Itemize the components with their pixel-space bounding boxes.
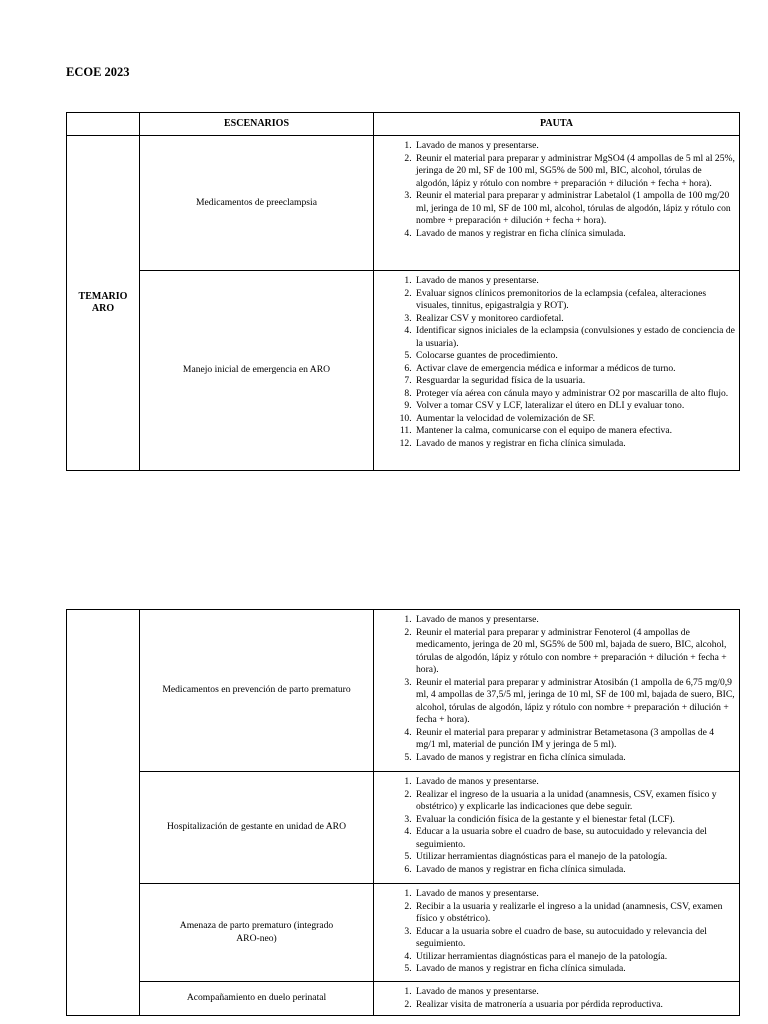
- step-item: 1. Lavado de manos y presentarse.: [414, 776, 735, 789]
- pauta-cell: [374, 884, 740, 982]
- header-pauta: PAUTA: [374, 113, 740, 136]
- step-item: 4. Lavado de manos y registrar en ficha clínica simulada.: [414, 228, 735, 241]
- step-item: 4. Utilizar herramientas diagnósticas para el manejo de la patología.: [414, 951, 735, 964]
- table-row: [67, 772, 740, 884]
- step-item: 5. Lavado de manos y registrar en ficha clínica simulada.: [414, 752, 735, 765]
- table-row: [67, 271, 740, 471]
- step-item: 3. Realizar CSV y monitoreo cardiofetal.: [414, 313, 735, 326]
- step-item: 1. Lavado de manos y presentarse.: [414, 140, 735, 153]
- step-item: 1. Lavado de manos y presentarse.: [414, 986, 735, 999]
- pauta-cell: [374, 610, 740, 772]
- temario-label: TEMARIO ARO: [67, 136, 140, 471]
- step-item: 2. Reunir el material para preparar y administrar Fenoterol (4 ampollas de medicamento, jeringa de 20 ml, SG5% de 500 ml, bajada de suero, BIC, alcohol, tórulas de algodón, lápiz y rótulo con nombre + preparación + dilución + fecha + hora).: [414, 627, 735, 677]
- step-item: 2. Reunir el material para preparar y administrar MgSO4 (4 ampollas de 5 ml al 25%, jeringa de 20 ml, SF de 100 ml, SG5% de 500 ml, BIC, alcohol, tórulas de algodón, lápiz y rótulo con nombre + preparación + dilución + fecha + hora).: [414, 153, 735, 191]
- steps-list: [378, 275, 735, 450]
- step-item: 4. Reunir el material para preparar y administrar Betametasona (3 ampollas de 4 mg/1 ml, material de punción IM y jeringa de 5 ml).: [414, 727, 735, 752]
- step-item: 11. Mantener la calma, comunicarse con el equipo de manera efectiva.: [414, 425, 735, 438]
- scenario-cell: Amenaza de parto prematuro (integrado ARO-neo): [140, 884, 374, 982]
- step-item: 3. Evaluar la condición física de la gestante y el bienestar fetal (LCF).: [414, 814, 735, 827]
- pauta-cell: [374, 136, 740, 271]
- steps-list: [378, 140, 735, 240]
- step-item: 8. Proteger vía aérea con cánula mayo y administrar O2 por mascarilla de alto flujo.: [414, 388, 735, 401]
- step-item: 1. Lavado de manos y presentarse.: [414, 888, 735, 901]
- pauta-cell: [374, 982, 740, 1016]
- table-temario-aro: [66, 112, 740, 471]
- step-item: 4. Identificar signos iniciales de la eclampsia (convulsiones y estado de conciencia de la usuaria).: [414, 325, 735, 350]
- scenario-cell: Medicamentos de preeclampsia: [140, 136, 374, 271]
- step-item: 9. Volver a tomar CSV y LCF, lateralizar el útero en DLI y evaluar tono.: [414, 400, 735, 413]
- scenario-cell: Medicamentos en prevención de parto prematuro: [140, 610, 374, 772]
- table-row: [67, 136, 740, 271]
- step-item: 12. Lavado de manos y registrar en ficha clínica simulada.: [414, 438, 735, 451]
- header-escenarios: ESCENARIOS: [140, 113, 374, 136]
- pauta-cell: [374, 772, 740, 884]
- step-item: 4. Educar a la usuaria sobre el cuadro de base, su autocuidado y relevancia del seguimiento.: [414, 826, 735, 851]
- step-item: 1. Lavado de manos y presentarse.: [414, 614, 735, 627]
- step-item: 2. Evaluar signos clínicos premonitorios de la eclampsia (cefalea, alteraciones visuales, tinnitus, epigastralgia y ROT).: [414, 288, 735, 313]
- step-item: 10. Aumentar la velocidad de volemización de SF.: [414, 413, 735, 426]
- step-item: 6. Lavado de manos y registrar en ficha clínica simulada.: [414, 864, 735, 877]
- table-temario-continued: [66, 609, 740, 1016]
- pauta-cell: [374, 271, 740, 471]
- table-row: [67, 884, 740, 982]
- table-header-row: [67, 113, 740, 136]
- scenario-cell: Acompañamiento en duelo perinatal: [140, 982, 374, 1016]
- step-item: 6. Activar clave de emergencia médica e informar a médicos de turno.: [414, 363, 735, 376]
- step-item: 2. Realizar visita de matronería a usuaria por pérdida reproductiva.: [414, 999, 735, 1012]
- step-item: 2. Recibir a la usuaria y realizarle el ingreso a la unidad (anamnesis, CSV, examen físico y obstétrico).: [414, 901, 735, 926]
- table-row: [67, 982, 740, 1016]
- steps-list: [378, 614, 735, 764]
- step-item: 5. Lavado de manos y registrar en ficha clínica simulada.: [414, 963, 735, 976]
- step-item: 5. Utilizar herramientas diagnósticas para el manejo de la patología.: [414, 851, 735, 864]
- scenario-cell: Manejo inicial de emergencia en ARO: [140, 271, 374, 471]
- step-item: 3. Reunir el material para preparar y administrar Labetalol (1 ampolla de 100 mg/20 ml, jeringa de 10 ml, SF de 100 ml, alcohol, tórulas de algodón, lápiz y rótulo con nombre + preparación + dilución + fecha + hora).: [414, 190, 735, 228]
- temario-empty-cell: [67, 610, 140, 1016]
- step-item: 2. Realizar el ingreso de la usuaria a la unidad (anamnesis, CSV, examen físico y obstétrico) y explicarle las indicaciones que debe seguir.: [414, 789, 735, 814]
- step-item: 5. Colocarse guantes de procedimiento.: [414, 350, 735, 363]
- table-row: [67, 610, 740, 772]
- steps-list: [378, 986, 735, 1011]
- step-item: 3. Educar a la usuaria sobre el cuadro de base, su autocuidado y relevancia del seguimiento.: [414, 926, 735, 951]
- step-item: 3. Reunir el material para preparar y administrar Atosibán (1 ampolla de 6,75 mg/0,9 ml, 4 ampollas de 37,5/5 ml, jeringa de 10 ml, SF de 100 ml, bajada de suero, BIC, alcohol, tórulas de algodón, lápiz y rótulo con nombre + preparación + dilución + fecha + hora).: [414, 677, 735, 727]
- document-title: ECOE 2023: [66, 65, 130, 79]
- steps-list: [378, 776, 735, 876]
- step-item: 1. Lavado de manos y presentarse.: [414, 275, 735, 288]
- header-empty-cell: [67, 113, 140, 136]
- scenario-cell: Hospitalización de gestante en unidad de ARO: [140, 772, 374, 884]
- step-item: 7. Resguardar la seguridad física de la usuaria.: [414, 375, 735, 388]
- steps-list: [378, 888, 735, 976]
